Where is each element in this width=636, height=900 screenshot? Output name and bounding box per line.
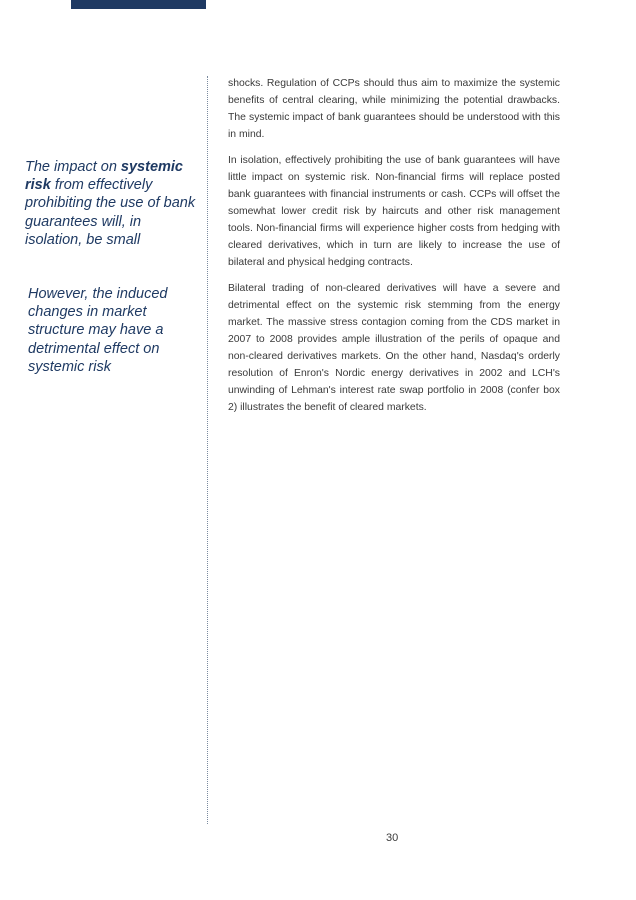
header-accent-bar	[71, 0, 206, 9]
pullquote-market-structure: However, the induced changes in market structure may have a detrimental effect on systemic risk	[28, 286, 168, 375]
pullquote-emphasis: systemic risk	[25, 159, 183, 194]
pullquote-text: from effectively prohibiting the use of bank guarantees will, in isolation, be small	[25, 177, 196, 248]
pullquote-text: The impact on	[25, 159, 121, 175]
body-paragraph: Bilateral trading of non-cleared derivatives will have a severe and detrimental effect on the systemic risk stemming from the energy market. The massive stress contagion coming from the CDS market in 2007 to 2008 provides ample illustration of the perils of opaque and non-cleared derivatives markets. On the other hand, Nasdaq's orderly resolution of Enron's Nordic energy derivatives in 2002 and LCH's unwinding of Lehman's interest rate swap portfolio in 2008 (confer box 2) illustrates the benefit of cleared markets.	[228, 283, 560, 413]
main-text-column	[228, 75, 560, 425]
column-divider	[207, 76, 208, 824]
pullquote-systemic-risk	[25, 158, 201, 249]
body-paragraph: In isolation, effectively prohibiting the use of bank guarantees will have little impact on systemic risk. Non-financial firms will replace posted bank guarantees with financial instruments or cash. CCPs will offset the somewhat lower credit risk by haircuts and other risk management tools. Non-financial firms will experience higher costs from hedging with cleared derivatives, which in turn are likely to increase the use of bilateral and physical hedging contracts.	[228, 155, 560, 268]
body-paragraph: shocks. Regulation of CCPs should thus aim to maximize the systemic benefits of central clearing, while minimizing the potential drawbacks. The systemic impact of bank guarantees should be understood with this in mind.	[228, 78, 560, 140]
page-number: 30	[386, 832, 399, 844]
